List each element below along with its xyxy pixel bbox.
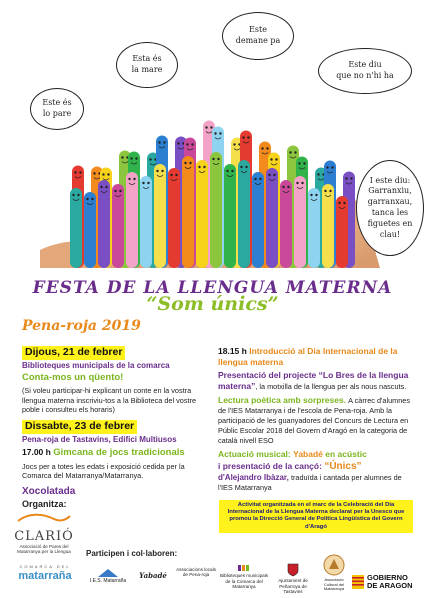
painted-finger (70, 188, 82, 268)
associacions-logo: Associacions locals de Pena-roja (176, 567, 216, 578)
project-title: Presentació del projecte “Lo Bres de la llengua materna” (218, 370, 409, 392)
song-description: traduïda i cantada per alumnes de l'IES Matarranya (218, 472, 402, 493)
painted-finger (280, 180, 292, 268)
day1-event: Conta-mos un qüento! (22, 372, 124, 384)
day2-event: Gimcana de jocs tradicionals (53, 447, 185, 459)
song-author: d'Alejandro Ibàzar, (218, 472, 289, 482)
ies-icon (97, 568, 119, 578)
unesco-banner: Activitat organitzada en el marc de la Celebració del Dia Internacional de la Llengua Materna declarat per la Unesco que promou la Direcció General de Política Lingüística del Govern d'Aragó (219, 500, 413, 533)
festival-subtitle: “Som únics” (146, 293, 279, 315)
painted-finger (154, 164, 166, 268)
painted-finger (336, 196, 348, 268)
day1-description: (Si voleu participar-hi explicant un conte en la vostra llengua materna inscriviu-tos a la Biblioteca del vostre poble i consulteu els horaris) (22, 386, 196, 415)
speech-bubble-4: Este diu que no n'hi ha (318, 48, 412, 94)
biblioteques-logo: Biblioteques municipals de la Comarca del Matarranya (220, 564, 268, 589)
painted-finger (238, 160, 250, 268)
hero-illustration (0, 0, 425, 268)
painted-finger (182, 156, 194, 268)
snack: Xocolatada (22, 486, 76, 498)
comarca-logo: COMARCA DEL matarraña (18, 564, 72, 582)
music-rest: en acústic (325, 448, 367, 459)
speech-bubble-2: Esta és la mare (116, 42, 178, 88)
reading-description: A càrrec d'alumnes de l'IES Matarranya i de l'escola de Pena-roja. Amb la participació de les guanyadores del Concurs de Lectura en Públic Escolar 2018 del Govern d'Aragó en la categoria de català nivell ESO (218, 396, 410, 445)
painted-finger (294, 176, 306, 268)
music-artist: Yabadé (293, 448, 323, 459)
painted-finger (84, 192, 96, 268)
painted-finger (112, 184, 124, 268)
painted-finger (210, 152, 222, 268)
reading-title: Lectura poètica amb sorpreses. (218, 395, 347, 406)
festival-place-year: Pena-roja 2019 (22, 318, 141, 334)
intro-title: Introducció al Dia Internacional de la llengua materna (218, 346, 398, 368)
painted-finger (266, 168, 278, 268)
day1-date: Dijous, 21 de febrer (22, 346, 125, 360)
song-title: i presentació de la cançó: (218, 460, 322, 471)
painted-finger (140, 176, 152, 268)
speech-bubble-3: Este demane pa (222, 12, 294, 60)
painted-finger (168, 168, 180, 268)
collaborators-label: Participen i col·laboren: (86, 549, 178, 558)
song-name: “Únics” (324, 460, 362, 472)
painted-finger (308, 188, 320, 268)
clario-name: CLARIÓ (14, 529, 74, 544)
organizer-label: Organitza: (22, 499, 67, 509)
project-description: , la motxilla de la llengua per als nous nascuts. (255, 382, 407, 392)
painted-finger (98, 180, 110, 268)
coat-of-arms-icon (287, 563, 299, 577)
painted-finger (126, 172, 138, 268)
painted-finger (224, 164, 236, 268)
ies-logo: I.E.S. Matarraña (84, 568, 132, 585)
speech-bubble-5: I este diu: Garranxiu, garranxau, tanca les figuetes en clau! (356, 160, 424, 256)
day1-venue: Biblioteques municipals de la comarca (22, 360, 170, 370)
clario-subtitle: Associació de Pares del Matarranya per la Llengua (17, 544, 71, 555)
painted-finger (252, 172, 264, 268)
ajuntament-logo: Ajuntament de Peñarroya de Tastavins (270, 563, 316, 594)
right-column (218, 346, 414, 493)
gobierno-aragon-logo: GOBIERNO DE ARAGON (352, 574, 422, 589)
painted-finger (196, 160, 208, 268)
books-icon (237, 564, 251, 572)
clario-wave-icon (14, 511, 74, 525)
clario-logo (14, 511, 74, 555)
day2-time: 17.00 h (22, 447, 51, 458)
music-title: Actuació musical: (218, 448, 291, 459)
cultural-association-icon (322, 553, 346, 577)
left-column (22, 346, 212, 498)
right-time: 18.15 h (218, 346, 247, 356)
day2-date: Dissabte, 23 de febrer (22, 420, 137, 434)
yabade-logo: Yabadé (139, 571, 167, 580)
cultural-logo: Associació Cultural del Matarranya (318, 553, 350, 592)
speech-bubble-1: Este és lo pare (30, 88, 84, 130)
aragon-flag-icon (352, 575, 364, 589)
painted-finger (322, 184, 334, 268)
festival-title: FESTA DE LA LLENGUA MATERNA (32, 278, 393, 298)
day2-venue: Pena-roja de Tastavins, Edifici Multiusos (22, 435, 177, 444)
day2-description: Jocs per a totes les edats i exposició cedida per la Comarca del Matarranya/Matarranya. (22, 461, 185, 481)
